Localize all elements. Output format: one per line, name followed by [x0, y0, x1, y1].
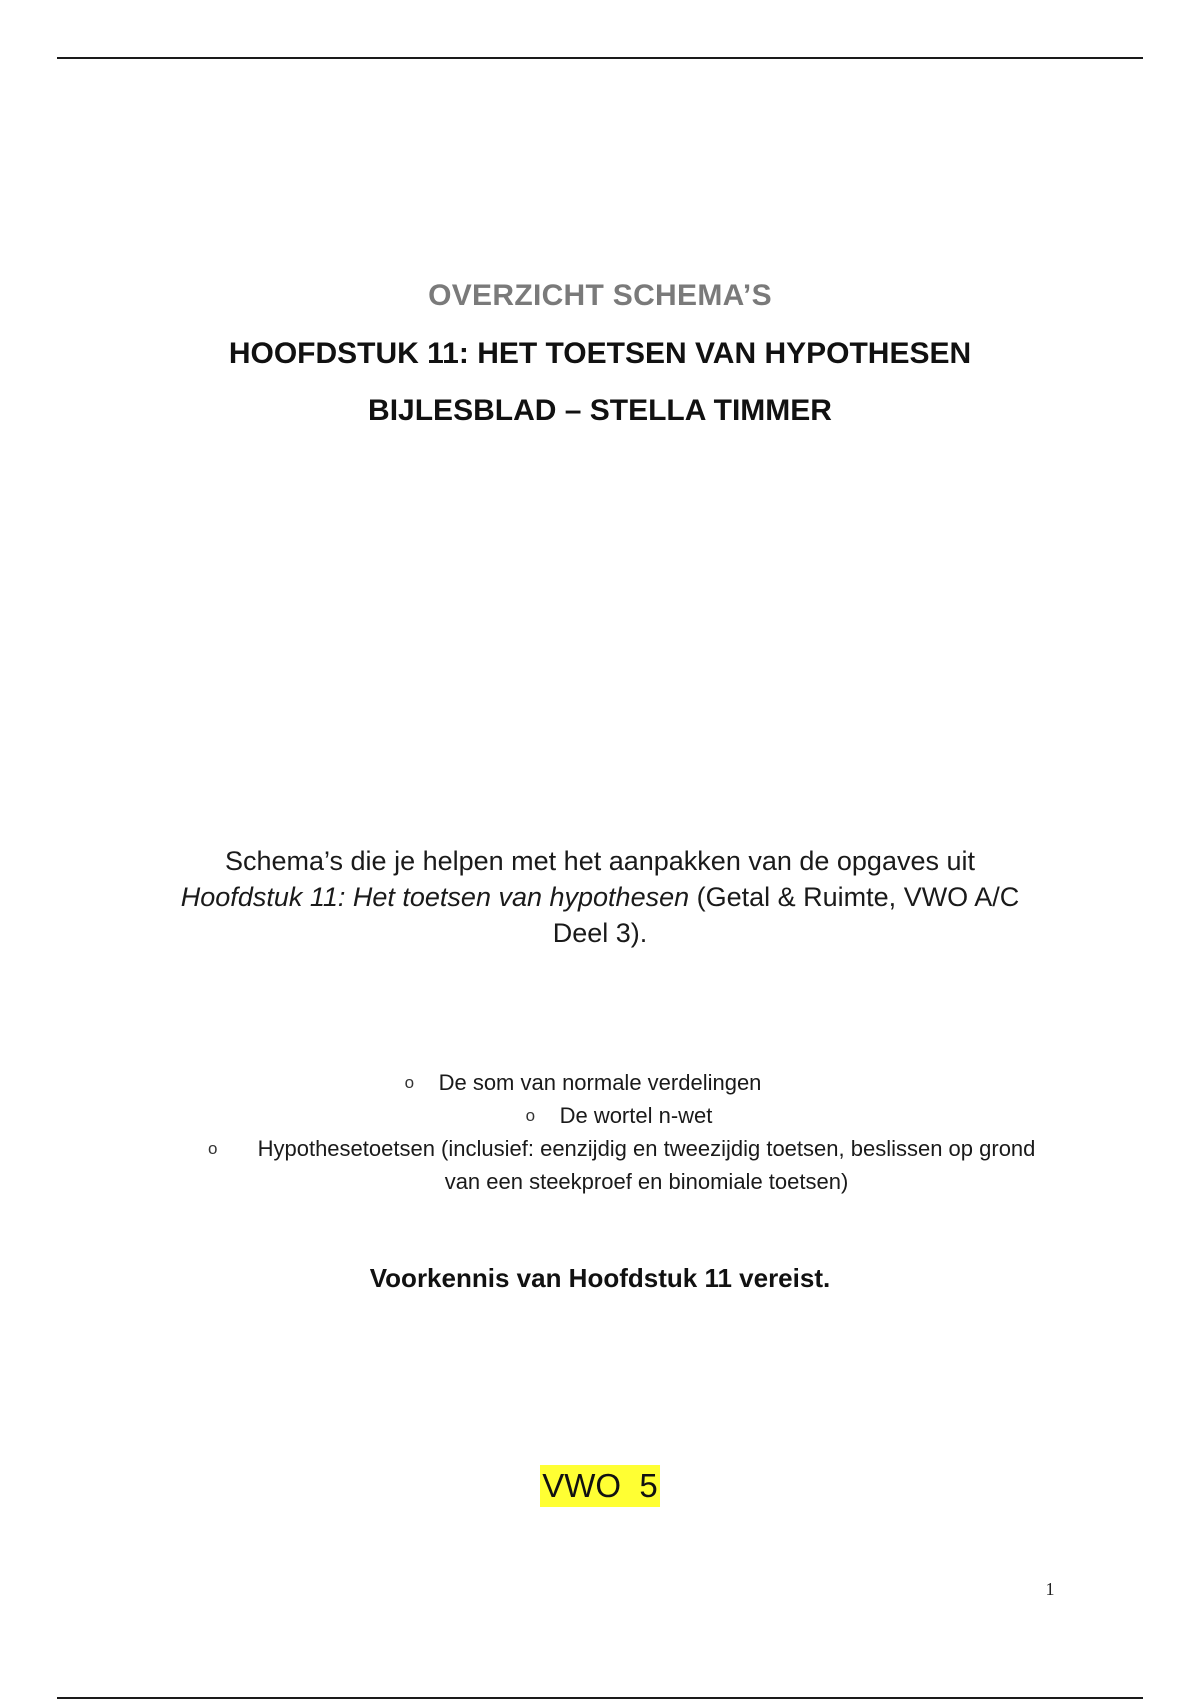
intro-paragraph — [150, 843, 1050, 951]
bullet-icon: o — [404, 1073, 415, 1092]
intro-book-reference: (Getal & Ruimte, VWO A/C — [689, 882, 1020, 912]
topic-label: De wortel n-wet — [559, 1103, 713, 1128]
document-overline: OVERZICHT SCHEMA’S — [428, 279, 772, 312]
level-label-wrapper — [0, 1465, 1200, 1507]
topic-label: Hypothesetoetsen (inclusief: eenzijdig en tweezijdig toetsen, beslissen op grond van een steekproef en binomiale toetsen) — [257, 1136, 1036, 1194]
document-subtitle: BIJLESBLAD – STELLA TIMMER — [368, 394, 832, 427]
topic-list-item — [0, 1099, 1200, 1132]
bullet-icon: o — [208, 1139, 218, 1158]
prerequisite-note: Voorkennis van Hoofdstuk 11 vereist. — [369, 1263, 831, 1293]
topic-list-item — [0, 1066, 1200, 1099]
intro-line-3: Deel 3). — [552, 918, 648, 948]
bullet-icon: o — [525, 1106, 536, 1125]
intro-line-1: Schema’s die je helpen met het aanpakken van de opgaves uit — [224, 846, 975, 876]
topic-list-item — [200, 1132, 1050, 1198]
document-title: HOOFDSTUK 11: HET TOETSEN VAN HYPOTHESEN — [228, 337, 972, 370]
bottom-rule — [57, 1697, 1143, 1699]
intro-chapter-reference: Hoofdstuk 11: Het toetsen van hypothesen — [180, 882, 690, 912]
level-highlight-label: VWO 5 — [540, 1465, 660, 1507]
topic-label: De som van normale verdelingen — [438, 1070, 762, 1095]
page-number: 1 — [1045, 1579, 1055, 1599]
top-rule — [57, 57, 1143, 59]
